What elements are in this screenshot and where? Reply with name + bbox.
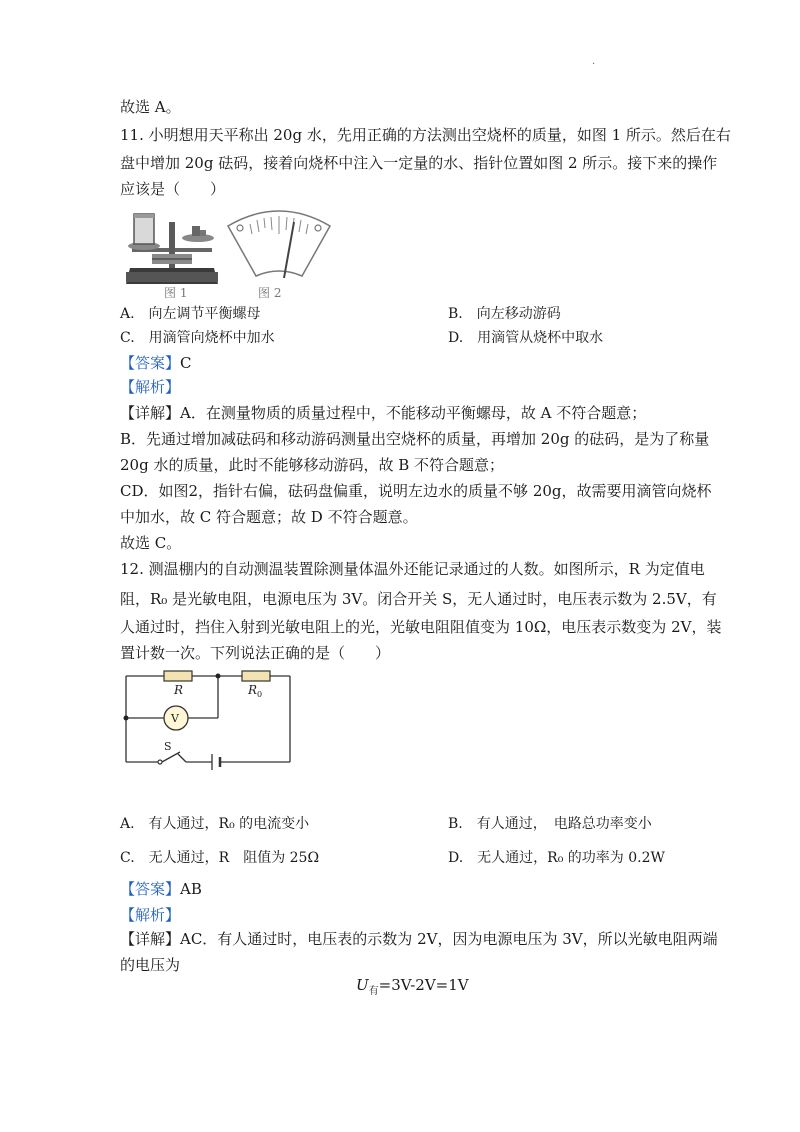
q11-option-a: A. 向左调节平衡螺母 (120, 306, 261, 322)
prev-answer-conclusion: 故选 A。 (120, 98, 181, 116)
resistor-r (164, 671, 192, 681)
q11-detail-line-4: CD．如图2，指针右偏，砝码盘偏重，说明左边水的质量不够 20g，故需要用滴管向烧杯 (120, 482, 712, 500)
q11-detail-line-3: 20g 水的质量，此时不能够移动游码，故 B 不符合题意； (120, 456, 505, 474)
q12-answer-line (120, 878, 202, 900)
q12-stem-line-2: 阻，R₀ 是光敏电阻，电源电压为 3V。闭合开关 S，无人通过时，电压表示数为 2.5V，有 (120, 590, 717, 608)
q11-detail-line-1: 【详解】A．在测量物质的质量过程中，不能移动平衡螺母，故 A 不符合题意； (120, 404, 647, 422)
q11-stem-line-2: 盘中增加 20g 砝码，接着向烧杯中注入一定量的水、指针位置如图 2 所示。接下来的操作 (120, 154, 718, 172)
q11-detail-line-2: B．先通过增加减砝码和移动游码测量出空烧杯的质量，再增加 20g 的砝码，是为了称量 (120, 430, 710, 448)
q12-option-c: C. 无人通过，R 阻值为 25Ω (120, 850, 320, 866)
circuit-diagram (118, 666, 298, 772)
q12-analysis-tag: 【解析】 (120, 906, 181, 924)
label-r: R (174, 683, 184, 697)
q11-stem-line-1: 11. 小明想用天平称出 20g 水，先用正确的方法测出空烧杯的质量，如图 1 所示。然后在右 (120, 126, 731, 144)
q11-answer: C (180, 354, 192, 372)
label-r0: R (248, 683, 258, 697)
formula-symbol: U (356, 976, 369, 994)
q12-option-d: D. 无人通过，R₀ 的功率为 0.2W (448, 850, 665, 866)
q11-detail-line-5: 中加水，故 C 符合题意；故 D 不符合题意。 (120, 508, 418, 526)
answer-tag: 【答案】 (120, 880, 181, 898)
q11-detail-line-6: 故选 C。 (120, 534, 182, 552)
q11-stem-line-3: 应该是（ ） (120, 180, 226, 198)
label-r0-subscript: 0 (257, 690, 263, 699)
q12-stem-line-3: 人通过时，挡住入射到光敏电阻上的光，光敏电阻阻值变为 10Ω，电压表示数变为 2V，装 (120, 618, 722, 636)
q11-option-c: C. 用滴管向烧杯中加水 (120, 330, 275, 346)
formula-subscript: 有 (368, 986, 379, 997)
answer-tag: 【答案】 (120, 354, 181, 372)
label-v: V (171, 712, 179, 725)
resistor-r0 (242, 671, 270, 681)
q12-option-a: A. 有人通过，R₀ 的电流变小 (120, 816, 310, 832)
q11-analysis-tag: 【解析】 (120, 378, 181, 396)
q12-answer: AB (180, 880, 202, 898)
q12-stem-line-1: 12. 测温棚内的自动测温装置除测量体温外还能记录通过的人数。如图所示，R 为定值电 (120, 560, 705, 578)
fig2-caption: 图 2 (258, 286, 282, 300)
formula-value: =3V-2V=1V (378, 976, 469, 994)
q12-option-b: B. 有人通过， 电路总功率变小 (448, 816, 652, 832)
q11-answer-line (120, 352, 192, 374)
label-s: S (164, 740, 172, 753)
q11-option-d: D. 用滴管从烧杯中取水 (448, 330, 604, 346)
fig1-caption: 图 1 (164, 286, 188, 300)
formula-voltage (356, 976, 469, 997)
pointer-dial-figure (224, 206, 334, 282)
q12-stem-line-4: 置计数一次。下列说法正确的是（ ） (120, 644, 391, 662)
q11-option-b: B. 向左移动游码 (448, 306, 561, 322)
q12-detail-line-2: 的电压为 (120, 956, 181, 974)
q12-detail-line-1: 【详解】AC．有人通过时，电压表的示数为 2V，因为电源电压为 3V，所以光敏电阻两端 (120, 930, 718, 948)
page-dot: . (592, 56, 596, 67)
